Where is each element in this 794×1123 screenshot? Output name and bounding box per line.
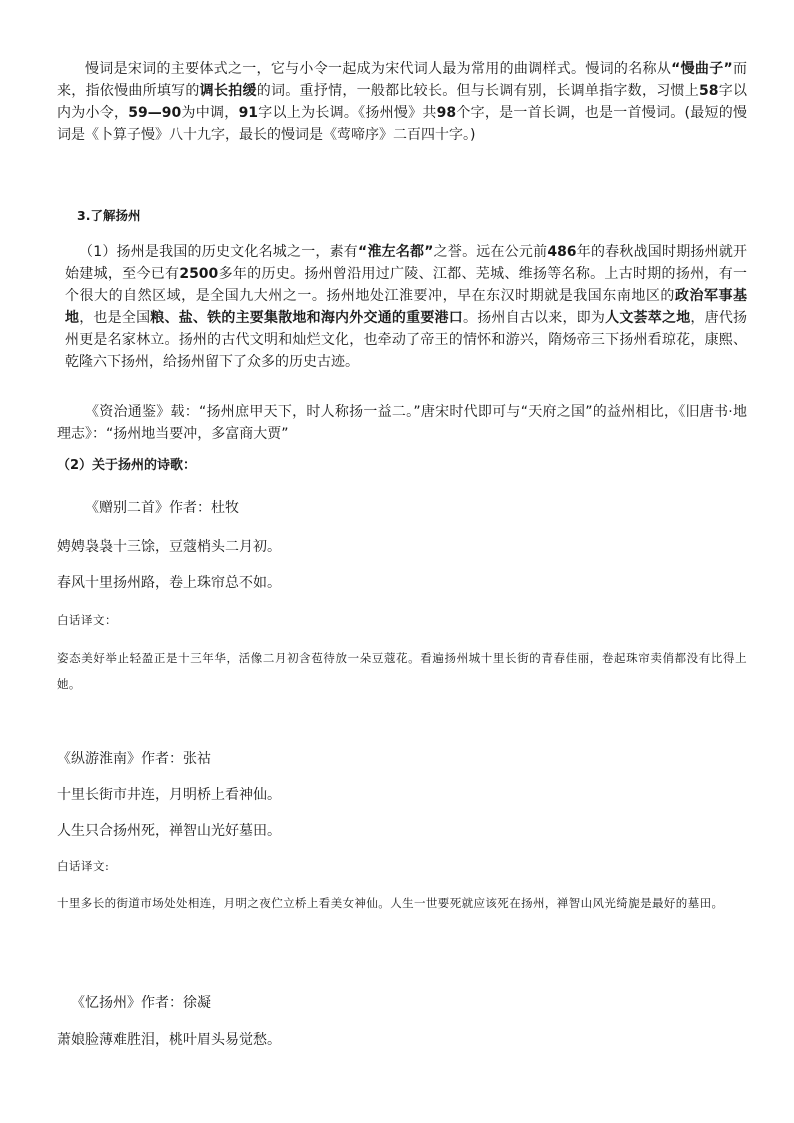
poem-line: 人生只合扬州死，禅智山光好墓田。 [57,823,281,839]
text-run: （1）扬州是我国的历史文化名城之一，素有 [79,244,359,260]
text-run: ，唐代扬州更是名家林立。扬州的古代文明和灿烂文化，也牵动了帝王的情怀和游兴，隋炀帝三下扬州看琼花，康熙、乾隆六下扬州，给扬州留下了众多的历史古迹。 [65,310,748,370]
zizhi-paragraph: 《资治通鉴》载：“扬州庶甲天下，时人称扬一益二。”唐宋时代即可与“天府之国”的益州相比，《旧唐书·地理志》：“扬州地当要冲，多富商大贾” [57,404,747,442]
translation-label: 白话译文： [57,613,117,627]
text-run: 而来，指依慢曲所填写的 [57,61,748,99]
poem-title: 《忆扬州》作者：徐凝 [71,995,211,1011]
section-heading: 3.了解扬州 [77,208,141,223]
poem-line: 娉娉袅袅十三馀，豆蔻梢头二月初。 [57,539,281,555]
translation-label: 白话译文: [57,859,110,873]
text-run: 年的春秋战国时期扬州就开始建城，至今已有 [65,244,748,282]
bold-run: 人文荟萃之地 [605,310,691,326]
yangzhou-paragraph [65,241,747,373]
text-run: 为中调， [181,105,239,121]
bold-run: 59—90 [128,105,182,121]
bold-run: “慢曲子” [671,61,733,77]
bold-run: 2500 [179,266,219,282]
poem-line: 萧娘脸薄难胜泪，桃叶眉头易觉愁。 [57,1032,281,1048]
bold-run: 58 [699,83,719,99]
poem-line: 春风十里扬州路，卷上珠帘总不如。 [57,575,281,591]
poem-line: 十里长街市井连，月明桥上看神仙。 [57,787,281,803]
translation-text: 十里多长的街道市场处处相连，月明之夜伫立桥上看美女神仙。人生一世要死就应该死在扬州，禅智山风光绮旎是最好的墓田。 [57,896,724,910]
text-run: 多年的历史。扬州曾沿用过广陵、江都、芜城、维扬等名称。上古时期的扬州，有一个很大的自然区域，是全国九大州之一。扬州地处江淮要冲，早在东汉时期就是我国东南地区的 [65,266,748,304]
text-run: 之誉。远在公元前 [433,244,548,260]
text-run: 慢词是宋词的主要体式之一，它与小令一起成为宋代词人最为常用的曲调样式。慢词的名称从 [85,61,672,77]
bold-run: 政治军事基地 [65,288,748,326]
text-run: 的词。重抒情，一般都比较长。但与长调有别，长调单指字数，习惯上 [256,83,700,99]
text-run: 个字，是一首长调，也是一首慢词。(最短的慢词是《卜算子慢》八十九字，最长的慢词是《莺啼序》二百四十字。) [57,105,748,143]
poems-heading: （2）关于扬州的诗歌： [57,458,197,473]
poem-title: 《纵游淮南》作者：张祜 [57,751,211,767]
bold-run: 调长拍缓 [199,83,257,99]
text-run: ，也是全国 [79,310,151,326]
bold-run: 粮、盐、铁的主要集散地和海内外交通的重要港口 [150,310,463,326]
poem-title: 《赠别二首》作者：杜牧 [85,500,239,516]
text-run: 。扬州自古以来，即为 [462,310,606,326]
translation-text: 姿态美好举止轻盈正是十三年华，活像二月初含苞待放一朵豆蔻花。看遍扬州城十里长街的青春佳丽，卷起珠帘卖俏都没有比得上她。 [57,651,747,691]
bold-run: 91 [238,105,259,121]
text-run: 字以上为长调。《扬州慢》共 [258,105,437,121]
bold-run: 98 [436,105,457,121]
text-run: 字以内为小令， [57,83,748,121]
intro-paragraph [57,58,747,146]
bold-run: 486 [547,244,577,260]
bold-run: “淮左名都” [358,244,434,260]
